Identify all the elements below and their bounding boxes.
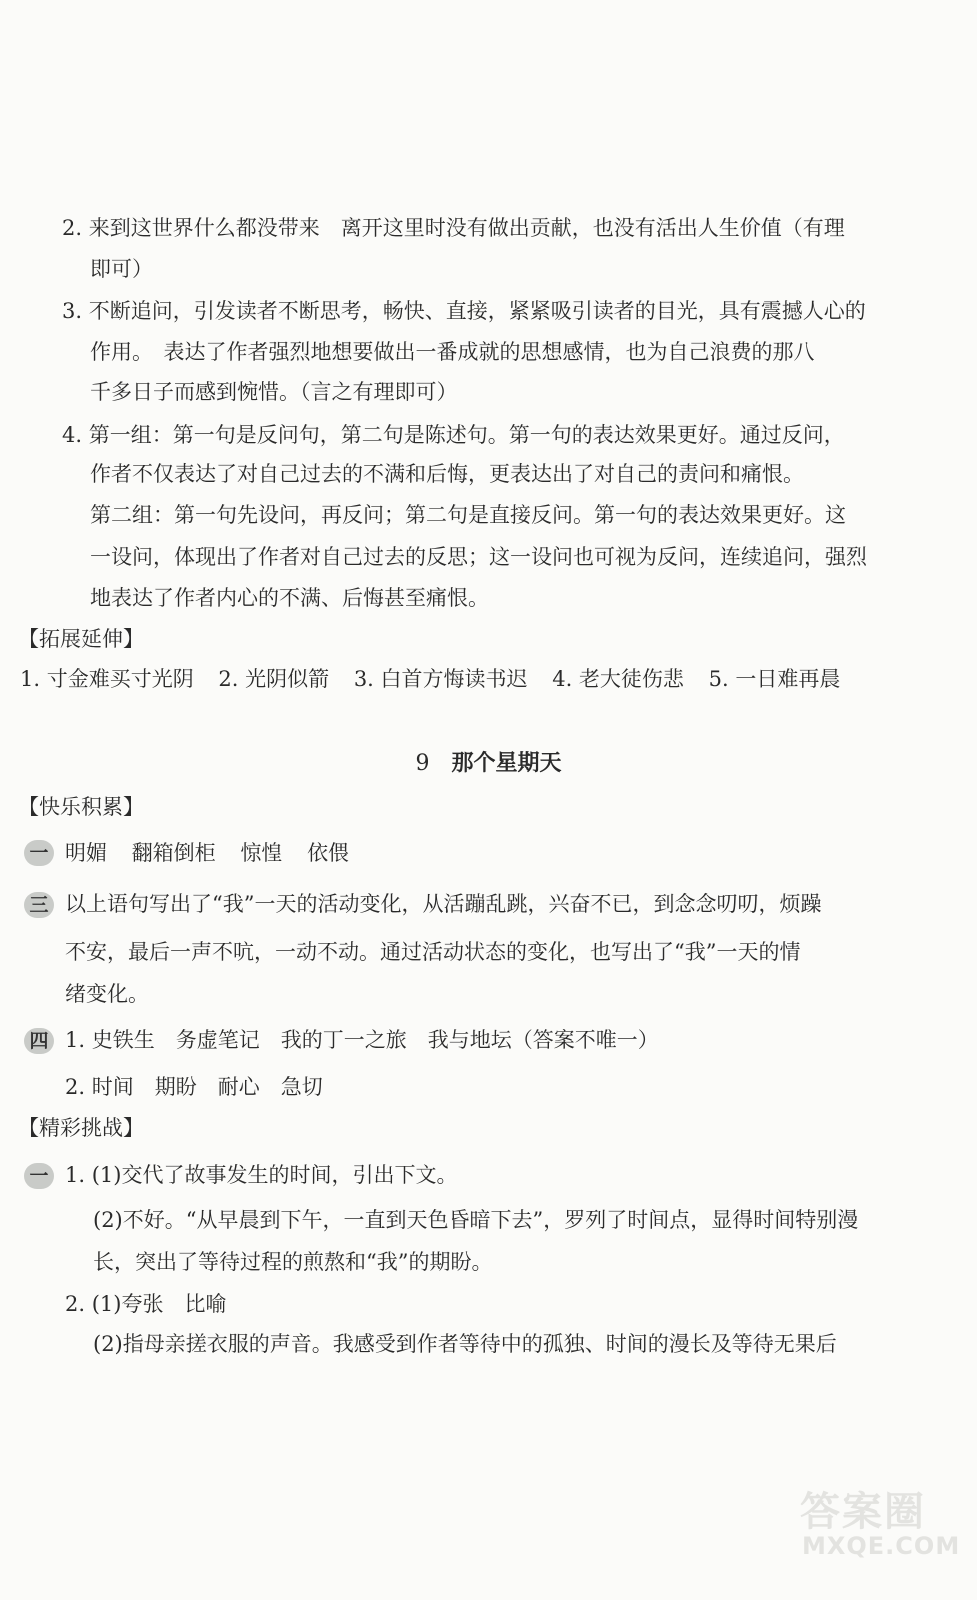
lesson-name: 那个星期天 (451, 751, 562, 776)
badge-four: 四 (24, 1028, 54, 1054)
extension-item: 3. 白首方悔读书迟 (353, 667, 528, 691)
accumulation-heading: 【快乐积累】 (18, 795, 144, 819)
answer-2-line-1: 2. 来到这世界什么都没带来 离开这里时没有做出贡献，也没有活出人生价值（有理 (62, 216, 845, 240)
word-item: 翻箱倒柜 (131, 841, 216, 865)
challenge-1-line-2: (2)不好。“从早晨到下午，一直到天色昏暗下去”，罗列了时间点，显得时间特别漫 (93, 1208, 859, 1232)
answer-4-line-4: 一设问，体现出了作者对自己过去的反思；这一设问也可视为反问，连续追问，强烈 (90, 545, 867, 569)
challenge-2-line-1: 2. (1)夸张 比喻 (65, 1292, 227, 1316)
accumulation-3-line-2: 不安，最后一声不吭，一动不动。通过活动状态的变化，也写出了“我”一天的情 (65, 940, 801, 964)
challenge-2-line-2: (2)指母亲搓衣服的声音。我感受到作者等待中的孤独、时间的漫长及等待无果后 (93, 1332, 837, 1356)
badge-one-challenge: 一 (24, 1163, 54, 1189)
accumulation-4-line-2: 2. 时间 期盼 耐心 急切 (65, 1075, 323, 1099)
word-item: 惊惶 (240, 841, 283, 865)
badge-three: 三 (24, 892, 54, 918)
watermark-url: MXQE.COM (802, 1532, 961, 1560)
challenge-heading: 【精彩挑战】 (18, 1116, 144, 1140)
answer-3-line-2: 作用。 表达了作者强烈地想要做出一番成就的思想感情，也为自己浪费的那八 (90, 340, 815, 364)
extension-item: 5. 一日难再晨 (708, 667, 841, 691)
accumulation-4-line-1: 1. 史铁生 务虚笔记 我的丁一之旅 我与地坛（答案不唯一） (65, 1028, 659, 1052)
accumulation-3-line-1: 以上语句写出了“我”一天的活动变化，从活蹦乱跳，兴奋不已，到念念叨叨，烦躁 (65, 892, 822, 916)
word-item: 依偎 (307, 841, 350, 865)
extension-item: 4. 老大徒伤悲 (552, 667, 684, 691)
answer-3-line-1: 3. 不断追问，引发读者不断思考，畅快、直接，紧紧吸引读者的目光，具有震撼人心的 (62, 299, 866, 323)
accumulation-words (65, 838, 349, 868)
answer-4-line-5: 地表达了作者内心的不满、后悔甚至痛恨。 (90, 586, 489, 610)
accumulation-3-line-3: 绪变化。 (65, 982, 149, 1006)
watermark-text: 答案圈 (800, 1489, 926, 1535)
word-item: 明媚 (65, 841, 107, 865)
answer-4-line-2: 作者不仅表达了对自己过去的不满和后悔，更表达出了对自己的责问和痛恨。 (90, 462, 804, 486)
watermark-logo (800, 1480, 960, 1570)
lesson-number: 9 (415, 751, 430, 776)
badge-one: 一 (24, 840, 54, 866)
extension-item: 2. 光阴似箭 (218, 667, 330, 691)
extension-heading: 【拓展延伸】 (18, 627, 144, 651)
extension-items (20, 664, 840, 694)
challenge-1-line-1: 1. (1)交代了故事发生的时间，引出下文。 (65, 1163, 458, 1187)
answer-4-line-1: 4. 第一组：第一句是反问句，第二句是陈述句。第一句的表达效果更好。通过反问， (62, 423, 845, 447)
answer-2-line-2: 即可） (90, 257, 153, 281)
lesson-title (0, 748, 977, 780)
extension-item: 1. 寸金难买寸光阴 (20, 667, 194, 691)
challenge-1-line-3: 长，突出了等待过程的煎熬和“我”的期盼。 (93, 1250, 493, 1274)
answer-4-line-3: 第二组：第一句先设问，再反问；第二句是直接反问。第一句的表达效果更好。这 (90, 503, 846, 527)
answer-3-line-3: 千多日子而感到惋惜。（言之有理即可） (90, 380, 458, 404)
